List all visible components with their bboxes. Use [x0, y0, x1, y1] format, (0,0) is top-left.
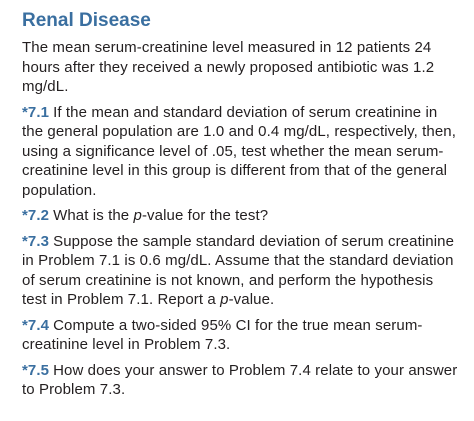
problem-text-after: -value.: [228, 291, 275, 308]
problem-text: Compute a two-sided 95% CI for the true mean serum-creatinine level in Problem 7.3.: [22, 316, 423, 353]
section-intro: The mean serum-creatinine level measured in 12 patients 24 hours after they received a newly proposed antibiotic was 1.2 mg/dL.: [22, 39, 435, 95]
textbook-page: [22, 8, 462, 406]
problem-text: If the mean and standard deviation of serum creatinine in the general population are 1.0 and 0.4 mg/dL, respectively, then, using a significance level of .05, test whether the mean serum-creatinine level in this group is different from that of the general population.: [22, 103, 457, 199]
problem-number: *7.5: [22, 361, 50, 379]
problem-7-3: [22, 232, 462, 310]
problem-7-5: [22, 361, 462, 400]
problem-number: *7.1: [22, 103, 50, 121]
problem-7-4: [22, 316, 462, 355]
problem-7-1: [22, 103, 462, 201]
problem-7-2: [22, 206, 462, 226]
problem-number: *7.3: [22, 232, 50, 250]
problem-text-before: What is the: [53, 207, 134, 224]
problem-text-before: Suppose the sample standard deviation of serum creatinine in Problem 7.1 is 0.6 mg/dL. Assume that the standard deviation of serum creatinine is not known, and perform the hypothesis test in Problem 7.1. Report a: [22, 232, 455, 308]
problem-text: How does your answer to Problem 7.4 relate to your answer to Problem 7.3.: [22, 361, 458, 398]
p-italic: p: [220, 291, 229, 308]
problem-number: *7.2: [22, 207, 50, 224]
problem-number: *7.4: [22, 316, 50, 334]
p-italic: p: [133, 207, 142, 224]
problem-text-after: -value for the test?: [141, 207, 269, 224]
section-title: Renal Disease: [22, 10, 151, 31]
